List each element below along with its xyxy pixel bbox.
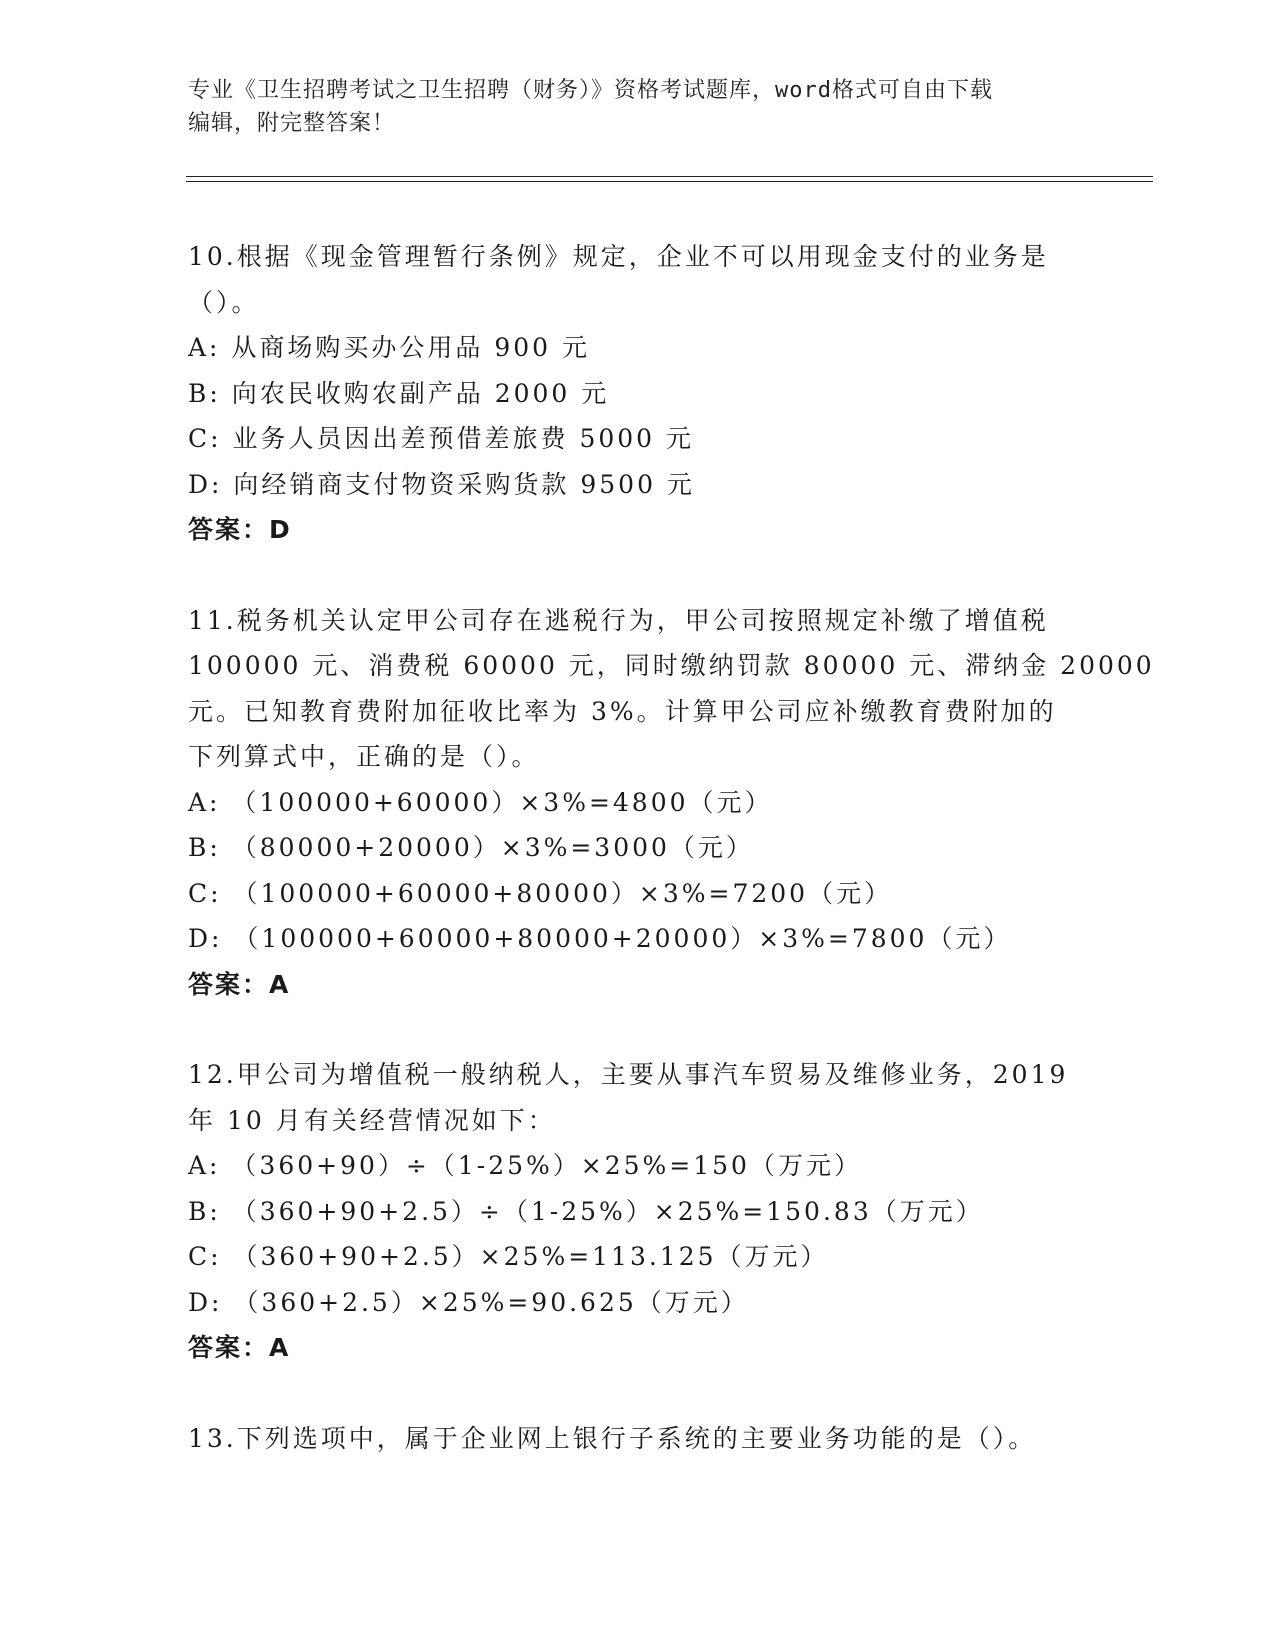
- question-13: [188, 1416, 1088, 1462]
- question-12: [188, 1052, 1088, 1371]
- header-line-2: 编辑，附完整答案！: [188, 111, 396, 136]
- question-11-stem-4: 下列算式中，正确的是（）。: [188, 742, 540, 771]
- question-10-option-b: B: 向农民收购农副产品 2000 元: [188, 378, 610, 408]
- question-11-option-c: C: （100000+60000+80000）×3%=7200（元）: [188, 878, 893, 908]
- question-12-option-c: C: （360+90+2.5）×25%=113.125（万元）: [188, 1242, 829, 1271]
- question-10-stem-2: （）。: [188, 287, 260, 317]
- question-11: [188, 598, 1155, 1008]
- question-10: [188, 234, 1088, 553]
- question-12-option-d: D: （360+2.5）×25%=90.625（万元）: [188, 1287, 749, 1317]
- question-11-option-b: B: （80000+20000）×3%=3000（元）: [188, 833, 754, 862]
- question-10-stem-1: 10.根据《现金管理暂行条例》规定，企业不可以用现金支付的业务是: [188, 242, 1049, 271]
- question-11-stem-1: 11.税务机关认定甲公司存在逃税行为，甲公司按照规定补缴了增值税: [188, 605, 1049, 635]
- question-11-option-d: D: （100000+60000+80000+20000）×3%=7800（元）: [188, 924, 1012, 953]
- question-list: [188, 234, 1155, 1461]
- header-divider-bottom: [186, 181, 1153, 182]
- question-10-answer: 答案：D: [188, 515, 292, 544]
- header-line-1: 专业《卫生招聘考试之卫生招聘（财务）》资格考试题库，word格式可自由下载: [188, 78, 993, 103]
- question-12-option-b: B: （360+90+2.5）÷（1-25%）×25%=150.83（万元）: [188, 1196, 984, 1226]
- question-12-stem-1: 12.甲公司为增值税一般纳税人，主要从事汽车贸易及维修业务，2019: [188, 1060, 1069, 1089]
- header-divider-top: [186, 176, 1153, 177]
- question-12-option-a: A: （360+90）÷（1-25%）×25%=150（万元）: [188, 1151, 862, 1180]
- question-13-stem-1: 13.下列选项中，属于企业网上银行子系统的主要业务功能的是（）。: [188, 1423, 1037, 1453]
- question-11-stem-2: 100000 元、消费税 60000 元，同时缴纳罚款 80000 元、滞纳金 20000: [188, 651, 1155, 680]
- question-11-answer: 答案：A: [188, 969, 291, 999]
- question-12-answer: 答案：A: [188, 1333, 291, 1362]
- question-11-stem-3: 元。已知教育费附加征收比率为 3%。计算甲公司应补缴教育费附加的: [188, 696, 1057, 726]
- question-10-option-c: C: 业务人员因出差预借差旅费 5000 元: [188, 424, 695, 453]
- question-11-option-a: A: （100000+60000）×3%=4800（元）: [188, 787, 773, 817]
- question-12-stem-2: 年 10 月有关经营情况如下：: [188, 1105, 556, 1135]
- question-10-option-d: D: 向经销商支付物资采购货款 9500 元: [188, 469, 695, 499]
- question-10-option-a: A: 从商场购买办公用品 900 元: [188, 333, 591, 362]
- document-header: [188, 74, 1088, 140]
